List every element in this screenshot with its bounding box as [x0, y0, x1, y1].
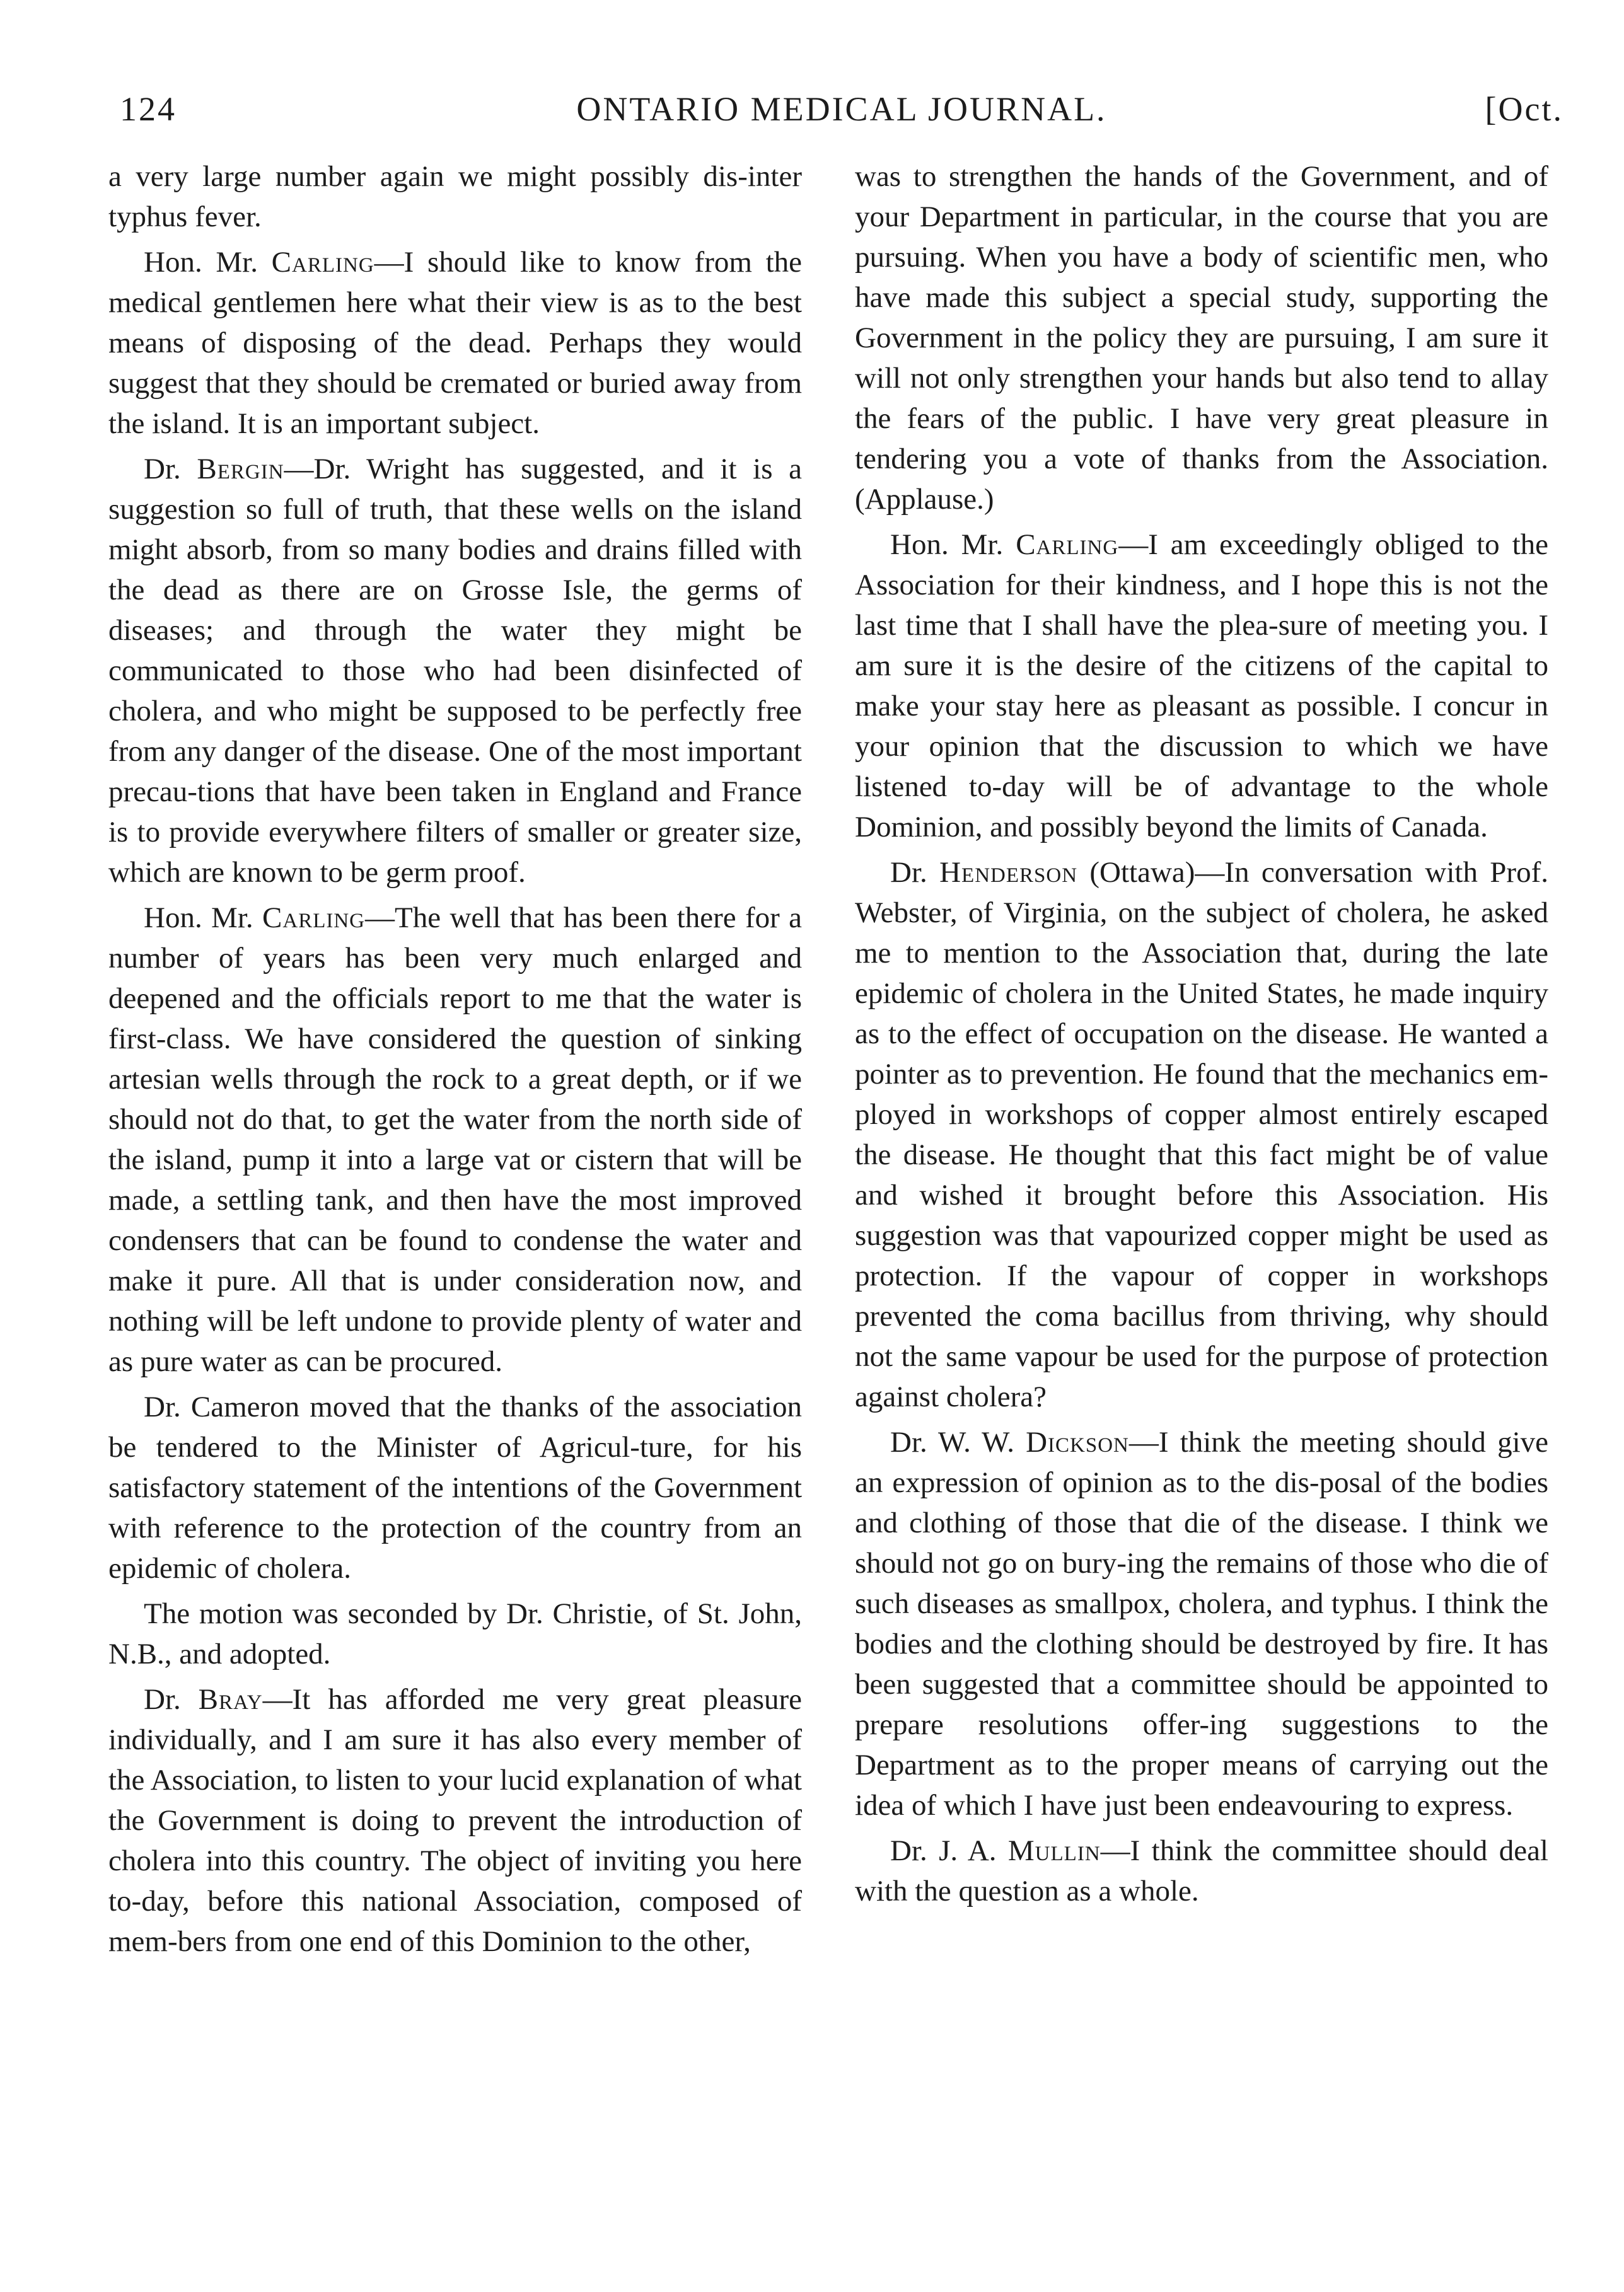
- speaker-name: Carling: [262, 901, 366, 934]
- speaker-title: Hon. Mr.: [144, 901, 263, 934]
- paragraph: [108, 1594, 802, 1674]
- speaker-title: Dr.: [144, 453, 197, 485]
- issue-month: [Oct.: [1485, 90, 1563, 128]
- speaker-name: Henderson: [939, 856, 1078, 889]
- speaker-name: Carling: [1016, 528, 1119, 561]
- paragraph: [855, 852, 1548, 1417]
- paragraph: [108, 1387, 802, 1589]
- paragraph: [108, 156, 802, 237]
- paragraph-text: —I am exceedingly obliged to the Association for their kindness, and I hope this is not the last time that I shall have the plea-sure of meeting you. I am sure it is the desire of the citizens of the capital to make your stay here as pleasant as possible. I concur in your opinion that the discussion to which we have listened to-day will be of advantage to the whole Dominion, and possibly beyond the limits of Canada.: [855, 528, 1548, 843]
- paragraph-text: —It has afforded me very great pleasure individually, and I am sure it has also every member of the Association, to listen to your lucid explanation of what the Government is doing to prevent the introduction of cholera into this country. The object of inviting you here to-day, before this national Association, composed of mem-bers from one end of this Dominion to the other,: [108, 1683, 802, 1958]
- paragraph-text: a very large number again we might possibly dis-inter typhus fever.: [108, 160, 802, 233]
- speaker-title: Hon. Mr.: [890, 528, 1016, 561]
- speaker-name: Dickson: [1026, 1426, 1129, 1459]
- page-number: 124: [120, 90, 177, 128]
- running-title: ONTARIO MEDICAL JOURNAL.: [576, 90, 1107, 128]
- paragraph: [108, 449, 802, 893]
- paragraph: [855, 524, 1548, 847]
- paragraph-text: —I think the meeting should give an expression of opinion as to the dis-posal of the bodies and clothing of those that die of the disease. I think we should not go on bury-ing the remains of those who die of such diseases as smallpox, cholera, and typhus. I think the bodies and the clothing should be destroyed by fire. It has been suggested that a committee should be appointed to prepare resolutions offer-ing suggestions to the Department as to the proper means of carrying out the idea of which I have just been endeavouring to express.: [855, 1426, 1548, 1822]
- right-column: [855, 156, 1548, 1916]
- paragraph: [855, 1422, 1548, 1826]
- paragraph-text: —Dr. Wright has suggested, and it is a suggestion so full of truth, that these wells on the island might absorb, from so many bodies and drains filled with the dead as there are on Grosse Isle, the germs of diseases; and through the water they might be communicated to those who had been disinfected of cholera, and who might be supposed to be perfectly free from any danger of the disease. One of the most important precau-tions that have been taken in England and France is to provide everywhere filters of smaller or greater size, which are known to be germ proof.: [108, 453, 802, 889]
- speaker-title: Hon. Mr.: [144, 246, 272, 279]
- speaker-name: Mullin: [1007, 1834, 1101, 1867]
- paragraph-text: (Ottawa)—In conversation with Prof. Webster, of Virginia, on the subject of cholera, he asked me to mention to the Association that, during the late epidemic of cholera in the United States, he made inquiry as to the effect of occupation on the disease. He wanted a pointer as to prevention. He found that the mechanics em-ployed in workshops of copper almost entirely escaped the disease. He thought that this fact might be of value and wished it brought before this Association. His suggestion was that vapourized copper might be used as protection. If the vapour of copper in workshops prevented the coma bacillus from thriving, why should not the same vapour be used for the purpose of protection against cholera?: [855, 856, 1548, 1413]
- paragraph-text: Dr. Cameron moved that the thanks of the association be tendered to the Minister of Agricul-ture, for his satisfactory statement of the intentions of the Government with reference to the protection of the country from an epidemic of cholera.: [108, 1391, 802, 1585]
- paragraph-text: was to strengthen the hands of the Government, and of your Department in particular, in the course that you are pursuing. When you have a body of scientific men, who have made this subject a special study, supporting the Government in the policy they are pursuing, I am sure it will not only strengthen your hands but also tend to allay the fears of the public. I have very great pleasure in tendering you a vote of thanks from the Association. (Applause.): [855, 160, 1548, 516]
- speaker-name: Bergin: [197, 453, 284, 485]
- running-header: [120, 81, 1563, 137]
- speaker-name: Bray: [198, 1683, 263, 1716]
- paragraph-text: —The well that has been there for a number of years has been very much enlarged and deepened and the officials report to me that the water is first-class. We have considered the question of sinking artesian wells through the rock to a great depth, or if we should not do that, to get the water from the north side of the island, pump it into a large vat or cistern that will be made, a settling tank, and then have the most improved condensers that can be found to condense the water and make it pure. All that is under consideration now, and nothing will be left undone to provide plenty of water and as pure water as can be procured.: [108, 901, 802, 1378]
- paragraph-text: The motion was seconded by Dr. Christie, of St. John, N.B., and adopted.: [108, 1597, 802, 1670]
- paragraph: [108, 242, 802, 444]
- left-column: [108, 156, 802, 1967]
- paragraph: [855, 156, 1548, 519]
- paragraph-text: —I think the committee should deal with the question as a whole.: [855, 1834, 1548, 1907]
- speaker-name: Carling: [271, 246, 374, 279]
- paragraph-text: —I should like to know from the medical gentlemen here what their view is as to the best means of disposing of the dead. Perhaps they would suggest that they should be cremated or buried away from the island. It is an important subject.: [108, 246, 802, 440]
- paragraph: [108, 1679, 802, 1962]
- paragraph: [855, 1831, 1548, 1911]
- speaker-title: Dr. W. W.: [890, 1426, 1026, 1459]
- speaker-title: Dr.: [144, 1683, 199, 1716]
- speaker-title: Dr.: [890, 856, 940, 889]
- paragraph: [108, 898, 802, 1382]
- speaker-title: Dr. J. A.: [890, 1834, 1008, 1867]
